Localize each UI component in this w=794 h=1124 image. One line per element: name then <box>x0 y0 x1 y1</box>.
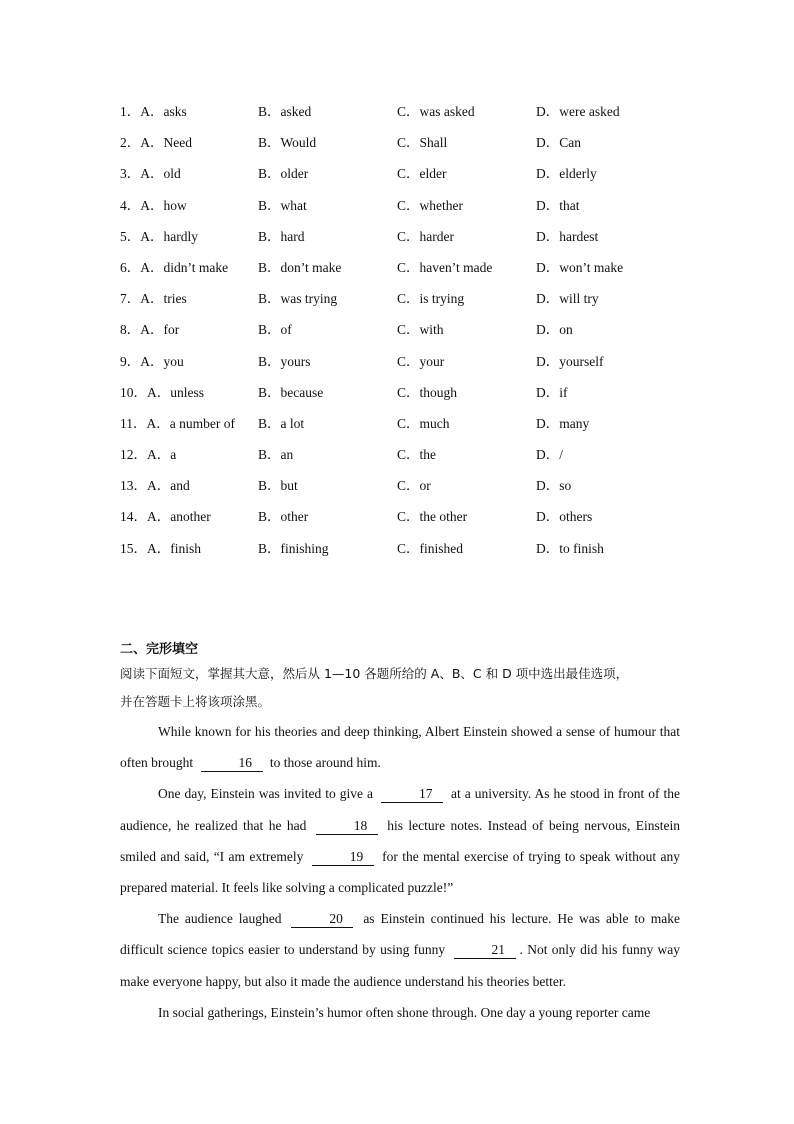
option-b[interactable]: B．yours <box>258 353 311 369</box>
option-d[interactable]: D．on <box>536 322 573 338</box>
option-b[interactable]: B．an <box>258 447 294 463</box>
option-a[interactable]: A．and <box>147 478 190 494</box>
blank-19[interactable]: 19 <box>312 849 374 866</box>
question-number-and-option-a <box>120 352 184 372</box>
option-a[interactable]: A．you <box>140 353 184 369</box>
option-c[interactable]: C．much <box>397 415 450 431</box>
paragraph-2 <box>120 778 680 903</box>
question-number: 13． <box>120 478 147 494</box>
option-a[interactable]: A．for <box>140 322 180 338</box>
blank-21[interactable]: 21 <box>454 942 516 959</box>
question-number: 11． <box>120 415 147 431</box>
option-b[interactable]: B．don’t make <box>258 259 342 275</box>
question-number-and-option-a <box>120 476 190 496</box>
option-a[interactable]: A．unless <box>147 384 204 400</box>
option-a[interactable]: A．a number of <box>146 415 235 431</box>
option-c[interactable]: C．Shall <box>397 135 448 151</box>
text: The audience laughed <box>158 911 282 927</box>
option-c[interactable]: C．the <box>397 447 436 463</box>
option-d[interactable]: D．/ <box>536 447 563 463</box>
option-d[interactable]: D．to finish <box>536 540 604 556</box>
option-a[interactable]: A．Need <box>140 135 192 151</box>
question-number-and-option-a <box>120 102 187 122</box>
option-d[interactable]: D．hardest <box>536 228 599 244</box>
option-d[interactable]: D．others <box>536 509 593 525</box>
question-number: 2． <box>120 135 141 151</box>
text: his lecture notes. Instead of being nervous, Einstein smiled and said, “I am extremely <box>120 817 681 864</box>
question-row <box>120 133 680 164</box>
question-number-and-option-a <box>120 414 235 434</box>
question-row <box>120 164 680 195</box>
option-b[interactable]: B．of <box>258 322 292 338</box>
question-row <box>120 507 680 538</box>
paragraph-4: In social gatherings, Einstein’s humor often shone through. One day a young reporter came <box>158 1004 651 1020</box>
option-c[interactable]: C．is trying <box>397 291 465 307</box>
option-d[interactable]: D．were asked <box>536 104 620 119</box>
option-a[interactable]: A．tries <box>140 291 187 307</box>
instruction-line-1: 阅读下面短文，掌握其大意，然后从 1—10 各题所给的 A、B、C 和 D 项中选出最佳选项， <box>120 666 629 681</box>
question-number-and-option-a <box>120 383 204 403</box>
option-c[interactable]: C．finished <box>397 540 463 556</box>
question-row <box>120 227 680 258</box>
option-b[interactable]: B．asked <box>258 104 312 119</box>
question-number-and-option-a <box>120 539 201 559</box>
question-number-and-option-a <box>120 164 181 184</box>
option-c[interactable]: C．haven’t made <box>397 259 493 275</box>
question-row <box>120 258 680 289</box>
option-d[interactable]: D．yourself <box>536 353 604 369</box>
question-number-and-option-a <box>120 507 211 527</box>
question-row <box>120 352 680 383</box>
option-c[interactable]: C．your <box>397 353 445 369</box>
blank-20[interactable]: 20 <box>291 911 353 928</box>
option-b[interactable]: B．other <box>258 509 309 525</box>
question-number-and-option-a <box>120 445 176 465</box>
paragraph-1 <box>120 716 680 778</box>
question-number: 7． <box>120 291 141 307</box>
question-row <box>120 196 680 227</box>
question-number-and-option-a <box>120 133 192 153</box>
option-b[interactable]: B．what <box>258 197 307 213</box>
section-title: 二、完形填空 <box>120 642 199 657</box>
option-d[interactable]: D．Can <box>536 135 581 151</box>
option-b[interactable]: B．finishing <box>258 540 329 556</box>
option-b[interactable]: B．older <box>258 166 309 182</box>
blank-16[interactable]: 16 <box>201 755 263 772</box>
option-a[interactable]: A．another <box>147 509 211 525</box>
question-row <box>120 383 680 414</box>
question-row <box>120 414 680 445</box>
paragraph-3 <box>120 903 680 997</box>
question-row <box>120 539 680 570</box>
option-d[interactable]: D．so <box>536 478 572 494</box>
question-number: 15． <box>120 540 147 556</box>
option-a[interactable]: A．old <box>140 166 181 182</box>
option-a[interactable]: A．how <box>140 197 187 213</box>
question-number-and-option-a <box>120 258 228 278</box>
question-number: 12． <box>120 447 147 463</box>
option-c[interactable]: C．elder <box>397 166 447 182</box>
option-b[interactable]: B．a lot <box>258 415 305 431</box>
text: as Einstein continued his lecture. He was able to make difficult science topics easier to understand by using funny <box>120 911 680 958</box>
text: to those around him. <box>269 755 381 771</box>
option-d[interactable]: D．elderly <box>536 166 597 182</box>
option-b[interactable]: B．hard <box>258 228 305 244</box>
question-row <box>120 102 680 133</box>
option-d[interactable]: D．that <box>536 197 580 213</box>
option-c[interactable]: C．whether <box>397 197 463 213</box>
question-number-and-option-a <box>120 196 187 216</box>
option-d[interactable]: D．will try <box>536 291 599 307</box>
blank-18[interactable]: 18 <box>316 818 378 835</box>
option-c[interactable]: C．harder <box>397 228 454 244</box>
question-number: 10． <box>120 384 147 400</box>
text: . Not only did his funny way make everyone happy, but also it made the audience understand his theories better. <box>120 942 681 989</box>
text: While known for his theories and deep thinking, Albert Einstein showed a sense of humour that often brought <box>120 724 680 771</box>
option-d[interactable]: D．if <box>536 384 568 400</box>
option-a[interactable]: A．didn’t make <box>140 259 229 275</box>
question-number: 9． <box>120 353 141 369</box>
option-c[interactable]: C．though <box>397 384 458 400</box>
instruction-line-2: 并在答题卡上将该项涂黑。 <box>120 694 271 709</box>
question-number-and-option-a <box>120 227 198 247</box>
option-b[interactable]: B．because <box>258 384 324 400</box>
option-d[interactable]: D．won’t make <box>536 259 624 275</box>
question-row <box>120 445 680 476</box>
question-number: 6． <box>120 259 141 275</box>
option-c[interactable]: C．the other <box>397 509 468 525</box>
text: for the mental exercise of trying to speak without any prepared material. It feels like solving a complicated puzzle!” <box>120 848 680 896</box>
option-c[interactable]: C．or <box>397 478 431 494</box>
question-number: 3． <box>120 166 141 182</box>
question-row <box>120 320 680 351</box>
option-a[interactable]: A．finish <box>147 540 201 556</box>
question-number-and-option-a <box>120 320 179 340</box>
text: at a university. As he stood in front of the audience, he realized that he had <box>120 786 681 833</box>
text: One day, Einstein was invited to give a <box>158 786 373 802</box>
question-number: 1． <box>120 104 141 119</box>
question-number: 14． <box>120 509 147 525</box>
option-d[interactable]: D．many <box>536 415 590 431</box>
option-a[interactable]: A．asks <box>140 104 187 119</box>
question-row <box>120 289 680 320</box>
question-row <box>120 476 680 507</box>
option-b[interactable]: B．but <box>258 478 298 494</box>
question-number: 4． <box>120 197 141 213</box>
cloze-section <box>120 640 680 1028</box>
option-c[interactable]: C．was asked <box>397 104 475 119</box>
option-c[interactable]: C．with <box>397 322 444 338</box>
question-number-and-option-a <box>120 289 187 309</box>
question-number: 8． <box>120 322 141 338</box>
blank-17[interactable]: 17 <box>381 786 443 803</box>
option-b[interactable]: B．Would <box>258 135 317 151</box>
options-list <box>120 102 680 570</box>
question-number: 5． <box>120 228 141 244</box>
option-a[interactable]: A．a <box>147 447 177 463</box>
option-a[interactable]: A．hardly <box>140 228 198 244</box>
option-b[interactable]: B．was trying <box>258 291 338 307</box>
